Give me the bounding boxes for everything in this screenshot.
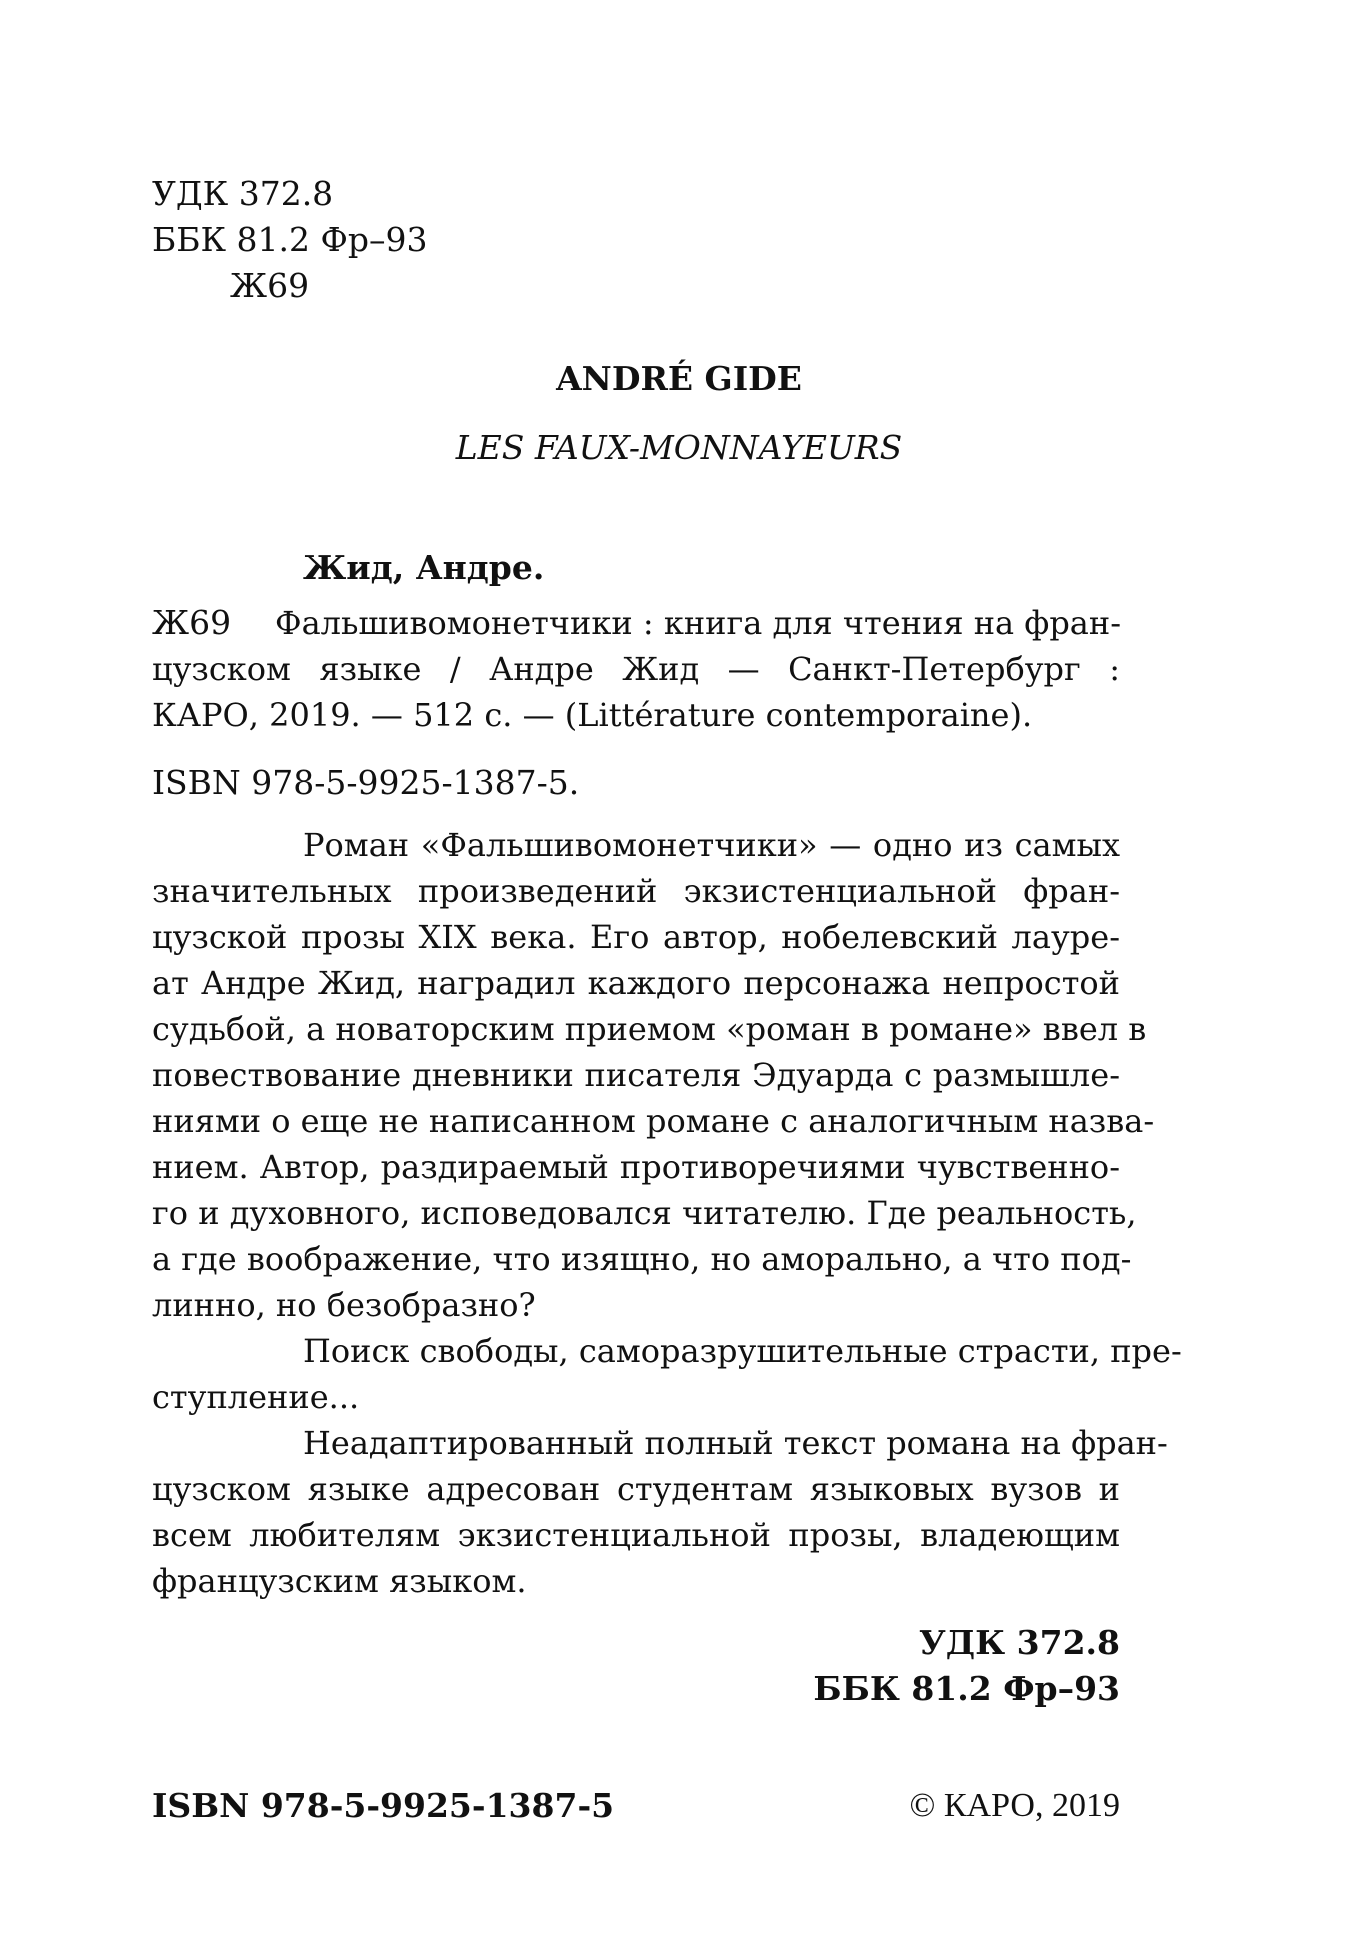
- annotation-line: ат Андре Жид, наградил каждого персонажа непростой: [152, 964, 1120, 1002]
- biblio-author-mark: Ж69: [152, 603, 232, 642]
- footer-isbn: ISBN 978-5-9925-1387-5: [152, 1786, 615, 1825]
- annotation-line: Неадаптированный полный текст романа на фран-: [303, 1424, 1168, 1462]
- annotation-line: го и духовного, исповедовался читателю. Где реальность,: [152, 1194, 1137, 1232]
- biblio-heading: Жид, Андре.: [303, 548, 545, 587]
- bbk-code-top: ББК 81.2 Фр–93: [152, 220, 428, 259]
- annotation-line: Поиск свободы, саморазрушительные страсти, пре-: [303, 1332, 1182, 1370]
- author-mark-top: Ж69: [230, 266, 310, 305]
- annotation-line: значительных произведений экзистенциальной фран-: [152, 872, 1120, 910]
- copyright-notice: © КАРО, 2019: [909, 1787, 1120, 1824]
- annotation-line: цузском языке адресован студентам языковых вузов и: [152, 1470, 1120, 1508]
- annotation-line: ступление...: [152, 1378, 360, 1416]
- biblio-line-1: Фальшивомонетчики : книга для чтения на фран-: [275, 604, 1122, 642]
- annotation-line: судьбой, а новаторским приемом «роман в романе» ввел в: [152, 1010, 1147, 1048]
- annotation-line: повествование дневники писателя Эдуарда с размышле-: [152, 1056, 1120, 1094]
- annotation-line: Роман «Фальшивомонетчики» — одно из самых: [303, 826, 1120, 864]
- original-title: LES FAUX-MONNAYEURS: [455, 428, 903, 467]
- original-author: ANDRÉ GIDE: [556, 359, 802, 398]
- annotation-line: французским языком.: [152, 1562, 527, 1600]
- annotation-line: линно, но безобразно?: [152, 1286, 536, 1324]
- biblio-line-2: цузском языке / Андре Жид — Санкт-Петербург :: [152, 650, 1120, 688]
- annotation-line: ниями о еще не написанном романе с аналогичным назва-: [152, 1102, 1155, 1140]
- biblio-line-3: КАРО, 2019. — 512 с. — (Littérature contemporaine).: [152, 696, 1033, 734]
- annotation-line: цузской прозы XIX века. Его автор, нобелевский лауре-: [152, 918, 1120, 956]
- annotation-line: нием. Автор, раздираемый противоречиями чувственно-: [152, 1148, 1120, 1186]
- annotation-line: а где воображение, что изящно, но аморально, а что под-: [152, 1240, 1132, 1278]
- udk-code-top: УДК 372.8: [152, 174, 334, 213]
- udk-code-bottom: УДК 372.8: [919, 1623, 1120, 1662]
- biblio-isbn: ISBN 978-5-9925-1387-5.: [152, 763, 580, 802]
- bbk-code-bottom: ББК 81.2 Фр–93: [813, 1669, 1120, 1708]
- annotation-line: всем любителям экзистенциальной прозы, владеющим: [152, 1516, 1120, 1554]
